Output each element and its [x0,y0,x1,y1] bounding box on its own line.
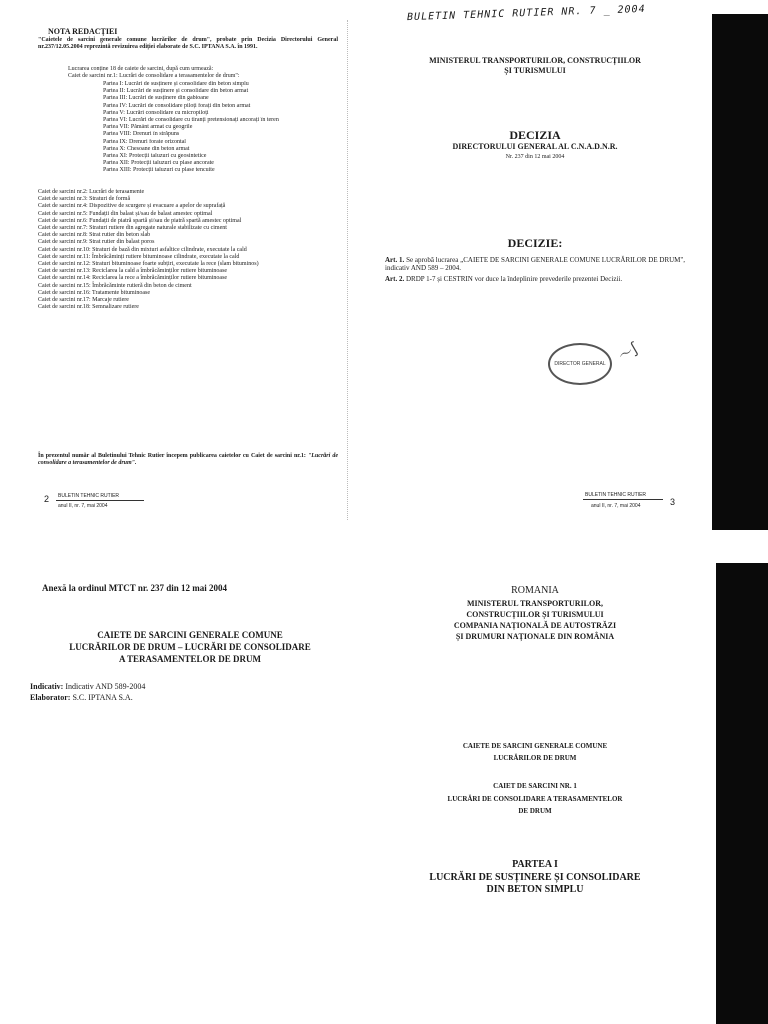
article-2-label: Art. 2. [385,275,405,283]
caiet-item: Caiet de sarcini nr.6: Fundații de piatră spartă și/sau de piatră spartă amestec optimal [38,217,242,224]
part-item: Partea IV: Lucrări de consolidare piloți forați din beton armat [103,102,251,109]
elaborator-label: Elaborator: [30,693,71,702]
caiete-line1: CAIETE DE SARCINI GENERALE COMUNE [462,742,608,750]
footer-rule [56,500,144,501]
part-item: Partea VII: Pământ armat cu geogrile [103,124,193,131]
caiet-item: Caiet de sarcini nr.15: Îmbrăcăminte rutieră din beton de ciment [38,282,192,289]
partea-title-line1: LUCRĂRI DE SUSȚINERE ȘI CONSOLIDARE [429,872,641,883]
closing-paragraph [38,453,338,467]
elaborator-value: S.C. IPTANA S.A. [72,693,133,702]
page-3 [355,0,705,520]
caiet-item: Caiet de sarcini nr.18: Semnalizare rutiere [38,304,139,311]
director-line: DIRECTORULUI GENERAL AL C.N.A.D.N.R. [452,142,618,151]
lucrari-line2: DE DRUM [518,807,552,815]
footer-sub: anul II, nr. 7, mai 2004 [58,503,108,509]
partea-title-line2: DIN BETON SIMPLU [486,884,584,895]
annex-title-line2: LUCRĂRILOR DE DRUM – LUCRĂRI DE CONSOLIDARE [69,642,311,652]
caiet-item: Caiet de sarcini nr.17: Marcaje rutiere [38,297,129,304]
annex-title-line1: CAIETE DE SARCINI GENERALE COMUNE [97,630,283,640]
caiet-item: Caiet de sarcini nr.11: Îmbrăcăminți rutiere bituminoase cilindrate, executate la cald [38,253,240,260]
caiet-item: Caiet de sarcini nr.10: Straturi de bază din mixturi asfaltice cilindrate, executate la cald [38,246,247,253]
caiet-number: CAIET DE SARCINI NR. 1 [493,782,577,790]
part-item: Partea XII: Protecții taluzuri cu plase ancorate [103,160,214,167]
caiet-item: Caiet de sarcini nr.4: Dispozitive de scurgere și evacuare a apelor de suprafață [38,203,226,210]
elaborator-row [30,693,133,702]
ministry-line2: ȘI TURISMULUI [504,66,566,75]
article-1-text: Se aprobă lucrarea „CAIETE DE SARCINI GENERALE COMUNE LUCRĂRILOR DE DRUM", indicativ AND 589 – 2004. [385,256,686,272]
part-item: Partea IX: Drenuri forate orizontal [103,138,186,145]
part-item: Partea II: Lucrări de susținere și consolidare din beton armat [103,88,249,95]
handwritten-note: BULETIN TEHNIC RUTIER NR. 7 _ 2004 [406,3,646,24]
part-item: Partea XIII: Protecții taluzuri cu plase tencuite [103,167,215,174]
company-line1: COMPANIA NAȚIONALĂ DE AUTOSTRĂZI [453,621,617,630]
closing-bold: În prezentul număr al Buletinului Tehnic Rutier începem publicarea caietelor cu Caiet de sarcini nr.1: [38,453,306,459]
lucrari-line1: LUCRĂRI DE CONSOLIDARE A TERASAMENTELOR [447,795,623,803]
caiet-item: Caiet de sarcini nr.12: Straturi bituminoase foarte subțiri, executate la rece (slam bituminos) [38,261,259,268]
stamp-text: DIRECTOR GENERAL [554,361,606,367]
caiet-1-heading: Caiet de sarcini nr.1: Lucrări de consolidare a terasamentelor de drum": [68,73,240,79]
ministry-line1: MINISTERUL TRANSPORTURILOR, CONSTRUCȚIILOR [429,56,641,65]
indicativ-row [30,682,145,691]
caiet-item: Caiet de sarcini nr.13: Reciclarea la cald a îmbrăcăminților rutiere bituminoase [38,268,228,275]
indicativ-label: Indicativ: [30,682,64,691]
article-1 [385,256,685,272]
caiet-item: Caiet de sarcini nr.7: Straturi rutiere din agregate naturale stabilizate cu ciment [38,225,227,232]
caiet-item: Caiet de sarcini nr.2: Lucrări de terasamente [38,189,145,195]
part-item: Partea X: Chesoane din beton armat [103,145,190,152]
part-item: Partea VI: Lucrări de consolidare cu tiranți pretensionați ancorați în teren [103,117,279,124]
part-item: Partea V: Lucrări consolidare cu micropiloți [103,109,209,116]
caiet-item: Caiet de sarcini nr.14: Reciclarea la rece a îmbrăcăminților rutiere bituminoase [38,275,228,282]
article-2-text: DRDP 1-7 și CESTRIN vor duce la îndeplinire prevederile prezentei Decizii. [406,275,623,283]
nota-cuprins: Lucrarea conține 18 de caiete de sarcini, după cum urmează: [68,66,214,72]
footer-rule [583,499,663,500]
footer-title: BULETIN TEHNIC RUTIER [585,492,647,498]
footer-title: BULETIN TEHNIC RUTIER [58,493,120,499]
country: ROMANIA [511,585,559,596]
part-item: Partea VIII: Drenuri în străpuns [103,131,180,138]
article-1-label: Art. 1. [385,256,405,264]
decizie-heading: DECIZIE: [507,236,563,250]
page-2 [38,28,338,520]
article-2 [385,275,685,283]
ministry-line1: MINISTERUL TRANSPORTURILOR, [466,599,604,608]
caiet-item: Caiet de sarcini nr.5: Fundații din balast și/sau de balast amestec optimal [38,210,213,217]
cover-page [380,575,710,1015]
closing-italic: "Lucrări de consolidare a terasamentelor de drum". [38,453,338,467]
page-divider [347,20,348,520]
caiet-item: Caiet de sarcini nr.16: Tratamente bituminoase [38,289,150,296]
footer-sub: anul II, nr. 7, mai 2004 [591,503,641,509]
scan-shadow-bottom [716,563,768,1024]
parts-list [103,81,338,175]
page-number: 2 [44,494,50,504]
annex-title-line3: A TERASAMENTELOR DE DRUM [118,654,262,664]
caiete-line2: LUCRĂRILOR DE DRUM [493,754,577,762]
caiete-list [38,189,338,311]
part-item: Partea I: Lucrări de susținere și consolidare din beton simplu [103,81,249,87]
part-item: Partea III: Lucrări de susținere din gabioane [103,95,209,102]
caiet-item: Caiet de sarcini nr.9: Strat rutier din balast poros [38,239,155,246]
part-item: Partea XI: Protecții taluzuri cu geosintetice [103,153,207,160]
official-stamp [548,343,612,385]
caiet-item: Caiet de sarcini nr.3: Straturi de formă [38,196,131,203]
annex-page [30,575,360,1015]
nota-intro: "Caietele de sarcini generale comune lucrărilor de drum", probate prin Decizia Directorului General nr.237/12.05.2004 reprezintă revizuirea ediției elaborate de S.C. IPTANA S.A. în 1991. [38,37,338,51]
annex-reference: Anexă la ordinul MTCT nr. 237 din 12 mai 2004 [42,583,228,593]
indicativ-value: Indicativ AND 589-2004 [65,682,146,691]
page-number: 3 [670,497,676,507]
partea-heading: PARTEA I [512,859,558,870]
caiet-item: Caiet de sarcini nr.8: Strat rutier din beton slab [38,232,151,239]
scan-shadow-top [712,14,768,530]
nota-title: NOTA REDACȚIEI [48,27,118,36]
ministry-line2: CONSTRUCȚIILOR ȘI TURISMULUI [466,610,604,619]
signature: 〜∫ [615,340,643,366]
decizia-heading: DECIZIA [509,128,561,142]
company-line2: ȘI DRUMURI NAȚIONALE DIN ROMÂNIA [455,632,615,641]
decision-number: Nr. 237 din 12 mai 2004 [505,154,565,160]
